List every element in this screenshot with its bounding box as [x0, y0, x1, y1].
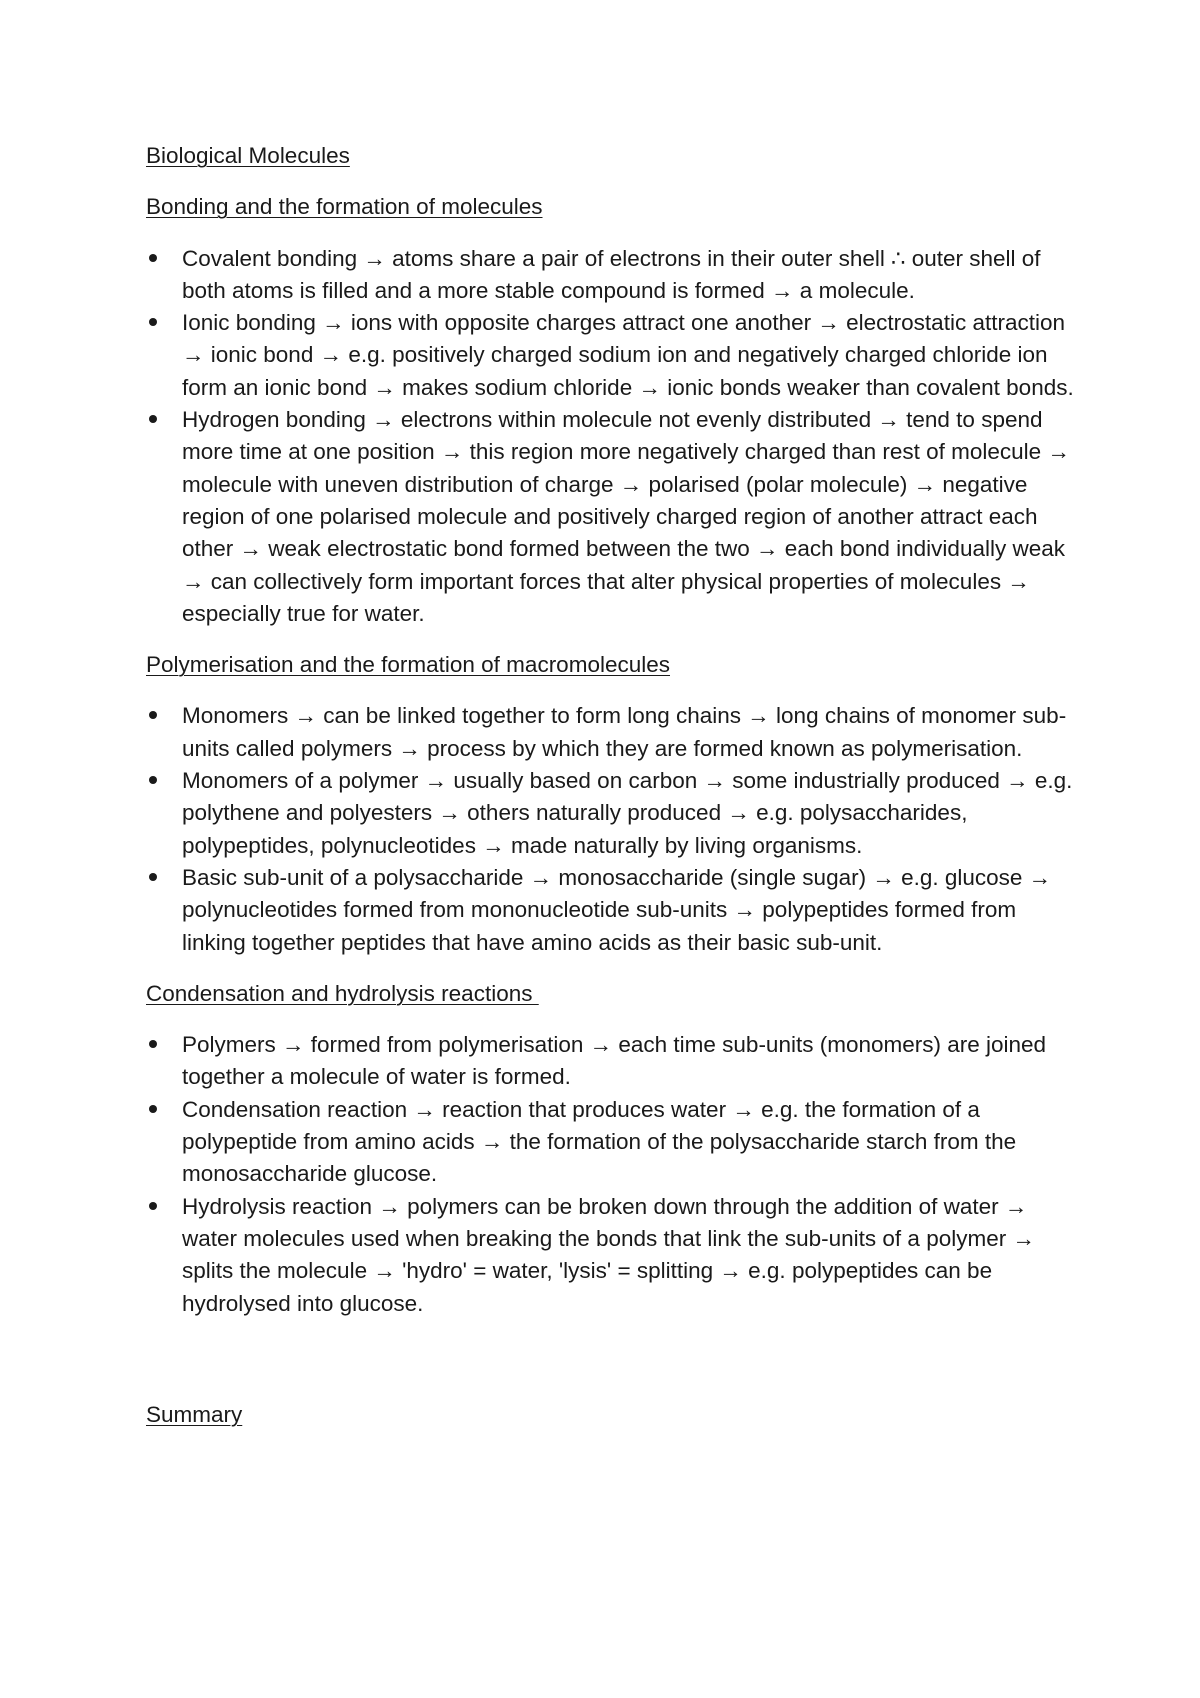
section-heading-polymerisation: Polymerisation and the formation of macromolecules [146, 652, 670, 678]
list-item [146, 1191, 1076, 1320]
bullet-icon [149, 318, 157, 326]
bullet-icon [149, 776, 157, 784]
section-heading-bonding: Bonding and the formation of molecules [146, 194, 543, 220]
list-item-text: Condensation reaction → reaction that produces water → e.g. the formation of a polypeptide from amino acids → the formation of the polysaccharide starch from the monosaccharide glucose. [182, 1096, 1017, 1187]
list-item [146, 862, 1076, 959]
list-item-text: Hydrogen bonding → electrons within molecule not evenly distributed → tend to spend more time at one position → this region more negatively charged than rest of molecule → molecule with uneven distribution of charge → polarised (polar molecule) → negative region of one polarised molecule and positively charged region of another attract each other → weak electrostatic bond formed between the two → each bond individually weak → can collectively form important forces that alter physical properties of molecules → especially true for water. [182, 407, 1070, 626]
list-item-text: Hydrolysis reaction → polymers can be broken down through the addition of water → water molecules used when breaking the bonds that link the sub-units of a polymer → splits the molecule → 'hydro' = water, 'lysis' = splitting → e.g. polypeptides can be hydrolysed into glucose. [182, 1193, 1035, 1316]
bullet-icon [149, 1202, 157, 1210]
list-item-text: Monomers of a polymer → usually based on carbon → some industrially produced → e.g. polythene and polyesters → others naturally produced → e.g. polysaccharides, polypeptides, polynucleotides → made naturally by living organisms. [182, 768, 1073, 858]
document-page [146, 140, 1076, 1431]
list-item [146, 404, 1076, 630]
bullet-list-condensation [146, 1029, 1076, 1320]
list-item-text: Ionic bonding → ions with opposite charges attract one another → electrostatic attraction → ionic bond → e.g. positively charged sodium ion and negatively charged chloride ion form an ionic bond → makes sodium chloride → ionic bonds weaker than covalent bonds. [182, 310, 1074, 400]
summary-heading: Summary [146, 1401, 243, 1427]
bullet-icon [149, 254, 157, 262]
list-item-text: Polymers → formed from polymerisation → each time sub-units (monomers) are joined together a molecule of water is formed. [182, 1032, 1047, 1090]
bullet-list-bonding [146, 243, 1076, 631]
section-heading-condensation: Condensation and hydrolysis reactions [146, 980, 539, 1006]
list-item [146, 1029, 1076, 1094]
list-item-text: Monomers → can be linked together to form long chains → long chains of monomer sub-units called polymers → process by which they are formed known as polymerisation. [182, 703, 1067, 761]
spacer [146, 1339, 1076, 1399]
list-item-text: Covalent bonding → atoms share a pair of electrons in their outer shell ∴ outer shell of both atoms is filled and a more stable compound is formed → a molecule. [182, 245, 1041, 303]
bullet-list-polymerisation [146, 700, 1076, 958]
bullet-icon [149, 1105, 157, 1113]
list-item [146, 307, 1076, 404]
document-title: Biological Molecules [146, 143, 350, 168]
list-item-text: Basic sub-unit of a polysaccharide → monosaccharide (single sugar) → e.g. glucose → polynucleotides formed from mononucleotide sub-units → polypeptides formed from linking together peptides that have amino acids as their basic sub-unit. [182, 864, 1052, 955]
bullet-icon [149, 873, 157, 881]
list-item [146, 700, 1076, 765]
list-item [146, 243, 1076, 308]
bullet-icon [149, 711, 157, 719]
bullet-icon [149, 415, 157, 423]
list-item [146, 1094, 1076, 1191]
list-item [146, 765, 1076, 862]
bullet-icon [149, 1040, 157, 1048]
